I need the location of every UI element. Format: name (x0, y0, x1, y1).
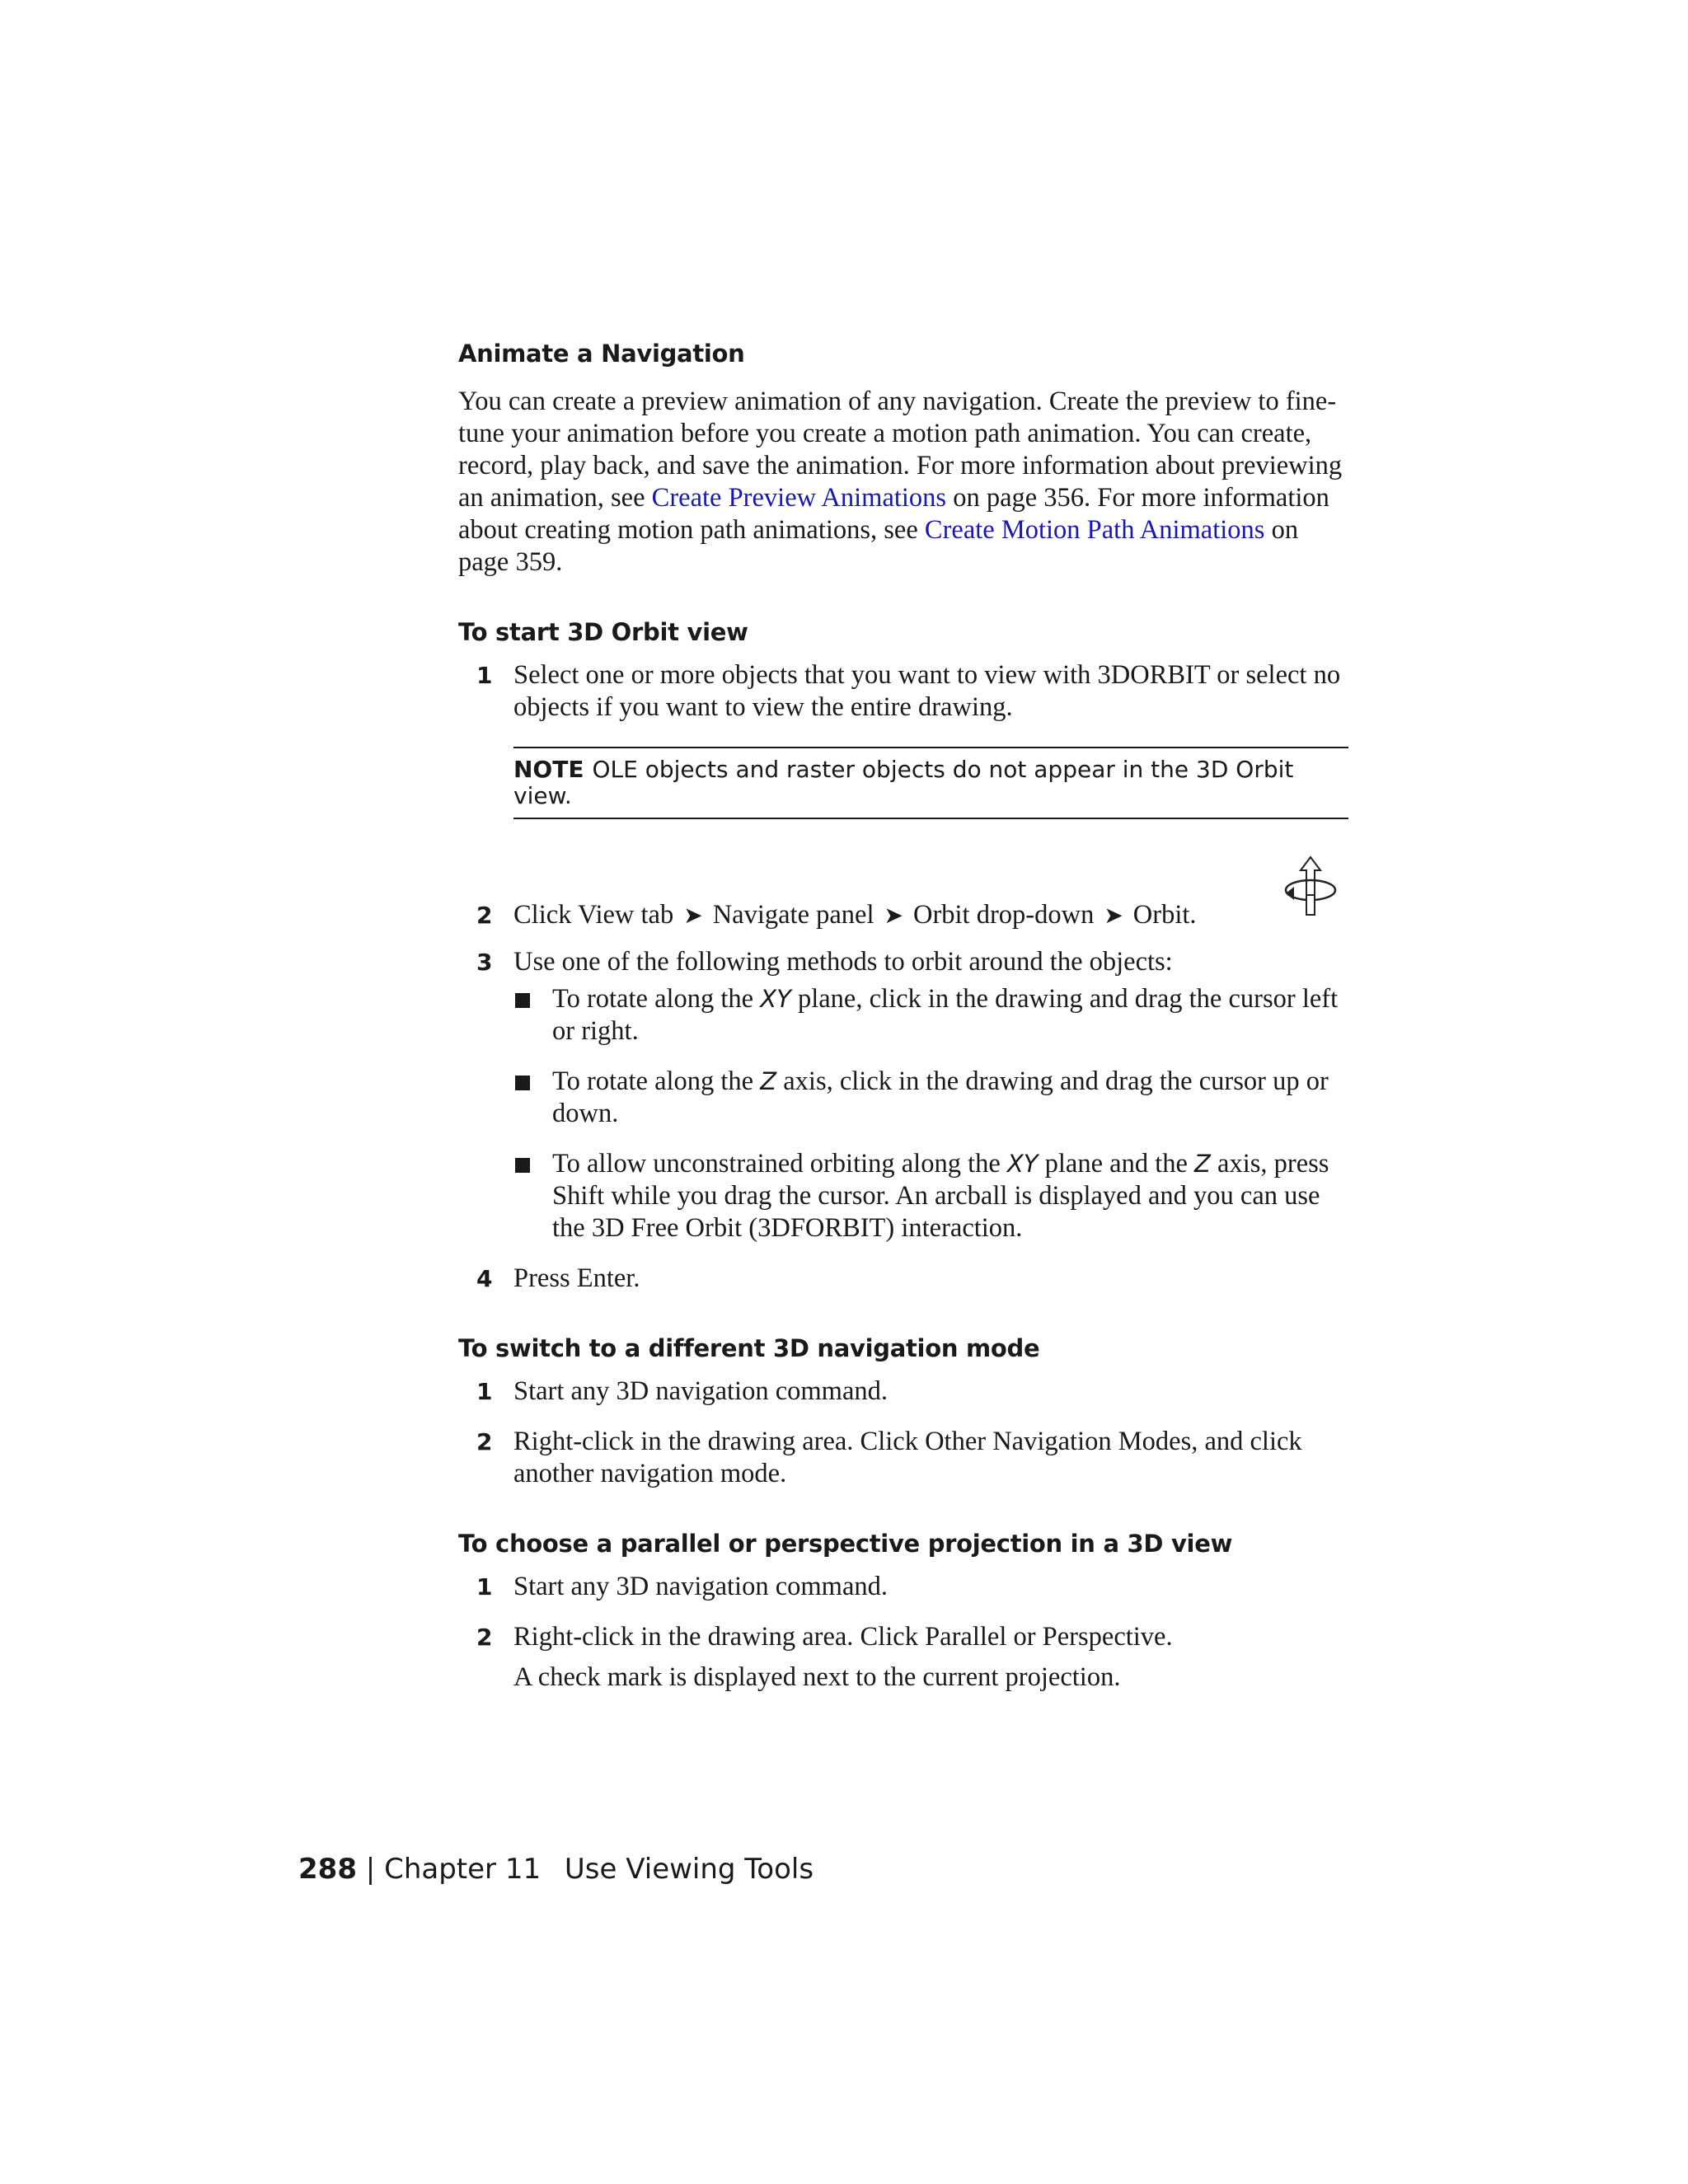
link-create-motion-path-animations[interactable]: Create Motion Path Animations (924, 515, 1265, 545)
bullet-text: To allow unconstrained orbiting along the (552, 1149, 1007, 1179)
note-box (513, 747, 1348, 819)
chapter-label: Chapter 11 (384, 1853, 542, 1886)
heading-projection: To choose a parallel or perspective projection in a 3D view (458, 1530, 1233, 1558)
page-content (458, 338, 1348, 1694)
section-projection (458, 1528, 1348, 1694)
page-number: 288 (298, 1853, 357, 1886)
intro-text-1: You can create a preview animation of any navigation. Create the preview to fine-tune your animation before you create a motion path animation. You can create, record, play back, and save the animation. For more information about previewing an animation, see (458, 387, 1343, 513)
step-text: Start any 3D navigation command. (513, 1376, 889, 1406)
step-result: A check mark is displayed next to the current projection. (513, 1662, 1121, 1692)
italic-term: Z (1194, 1150, 1211, 1178)
intro-text-3: on page 359. (458, 515, 1299, 577)
path-view-tab: Click View tab (513, 900, 674, 930)
switch-step-1 (458, 1376, 1348, 1408)
list-item (513, 983, 1348, 1047)
orbit-methods-list (513, 983, 1348, 1244)
bullet-text: To rotate along the (552, 1066, 761, 1096)
intro-paragraph (458, 386, 1348, 579)
orbit-step-1 (458, 659, 1348, 724)
step-text: Start any 3D navigation command. (513, 1572, 889, 1601)
bullet-text: plane, click in the drawing and drag the cursor left or right. (552, 984, 1339, 1046)
list-item (513, 1066, 1348, 1130)
step-2-line (476, 899, 1197, 931)
note-text: OLE objects and raster objects do not appear in the 3D Orbit view. (513, 756, 1294, 809)
step-number: 1 (476, 1378, 493, 1405)
section-switch-mode (458, 1333, 1348, 1490)
projection-step-1 (458, 1571, 1348, 1603)
step-text: Press Enter. (513, 1263, 640, 1293)
step-number: 1 (476, 1573, 493, 1601)
italic-term: XY (760, 985, 791, 1013)
orbit-step-3 (458, 946, 1348, 1244)
step-number: 3 (476, 949, 493, 976)
arrow-icon: ➤ (884, 902, 903, 929)
path-orbit: Orbit. (1132, 900, 1197, 930)
list-item (513, 1148, 1348, 1244)
bullet-text: axis, press Shift while you drag the cursor. An arcball is displayed and you can use the 3D Free Orbit (3DFORBIT) interaction. (552, 1149, 1329, 1243)
step-number: 2 (476, 902, 493, 929)
step-text: Right-click in the drawing area. Click Parallel or Perspective. (513, 1622, 1173, 1652)
orbit-step-2 (458, 852, 1348, 931)
switch-step-2 (458, 1426, 1348, 1490)
step-text: Right-click in the drawing area. Click Other Navigation Modes, and click another navigation mode. (513, 1427, 1302, 1488)
italic-term: XY (1006, 1150, 1039, 1178)
page-footer (298, 1851, 814, 1887)
square-bullet-icon (515, 993, 530, 1008)
note-label: NOTE (513, 756, 584, 783)
heading-switch-mode: To switch to a different 3D navigation mode (458, 1334, 1040, 1362)
projection-step-2 (458, 1621, 1348, 1694)
path-navigate-panel: Navigate panel (712, 900, 874, 930)
arrow-icon: ➤ (683, 902, 703, 929)
step-text: Use one of the following methods to orbit around the objects: (513, 947, 1173, 977)
square-bullet-icon (515, 1076, 530, 1090)
square-bullet-icon (515, 1158, 530, 1173)
step-number: 2 (476, 1428, 493, 1455)
bullet-text: axis, click in the drawing and drag the cursor up or down. (552, 1066, 1329, 1128)
italic-term: Z (760, 1067, 777, 1095)
heading-start-orbit: To start 3D Orbit view (458, 618, 748, 646)
bullet-text: plane and the (1038, 1149, 1195, 1179)
path-orbit-dropdown: Orbit drop-down (912, 900, 1095, 930)
orbit-icon (1282, 852, 1339, 931)
step-text: Select one or more objects that you want to view with 3DORBIT or select no objects if you want to view the entire drawing. (513, 660, 1341, 722)
intro-text-2: on page 356. For more information about creating motion path animations, see (458, 483, 1329, 545)
arrow-icon: ➤ (1104, 902, 1123, 929)
chapter-title: Use Viewing Tools (564, 1853, 814, 1886)
link-create-preview-animations[interactable]: Create Preview Animations (651, 483, 947, 513)
step-number: 1 (476, 662, 493, 689)
footer-separator: | (365, 1853, 376, 1886)
orbit-step-4 (458, 1263, 1348, 1295)
step-number: 2 (476, 1624, 493, 1651)
step-number: 4 (476, 1265, 493, 1292)
heading-animate-navigation: Animate a Navigation (458, 340, 745, 368)
section-start-orbit (458, 616, 1348, 1295)
bullet-text: To rotate along the (552, 984, 761, 1014)
